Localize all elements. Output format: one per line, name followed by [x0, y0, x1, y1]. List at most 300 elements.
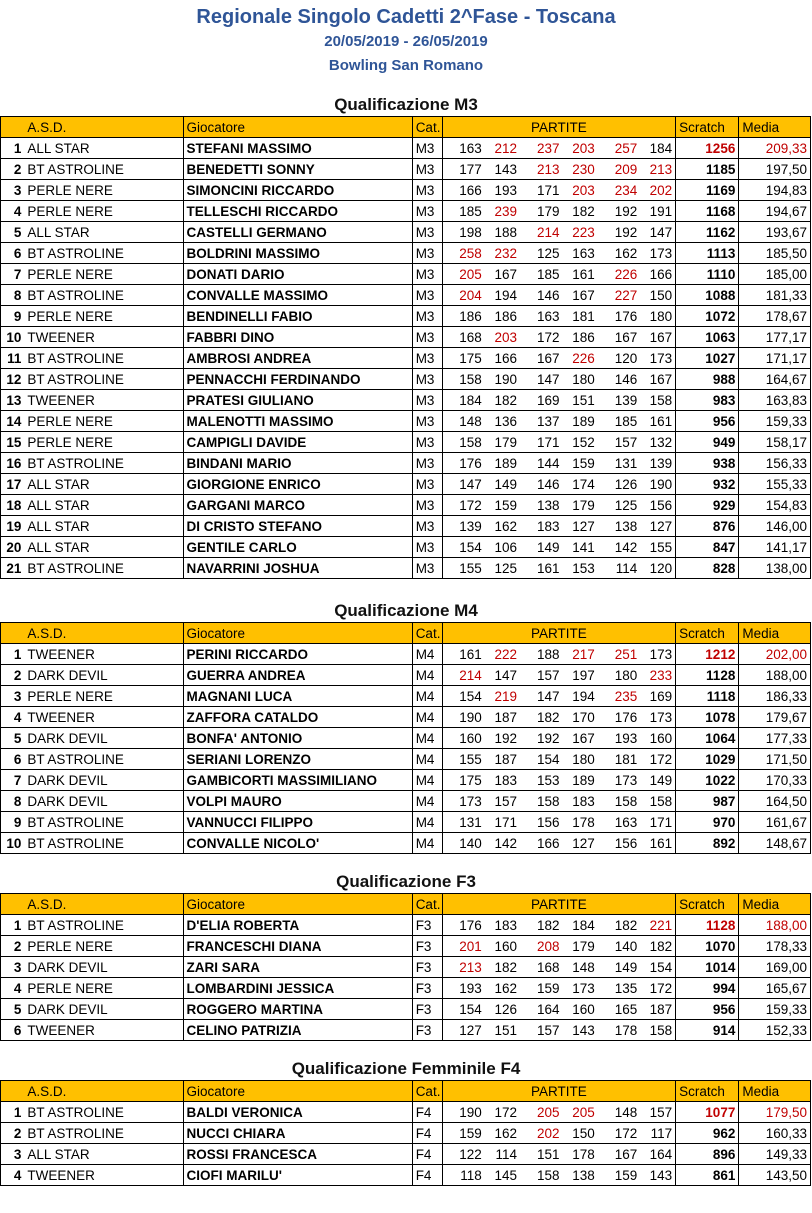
table-row	[1, 833, 811, 854]
category-cell: M4	[412, 812, 442, 833]
game-score-cell: 180	[598, 665, 641, 686]
player-name-cell: CIOFI MARILU'	[183, 1165, 412, 1186]
game-score-cell: 172	[640, 978, 675, 999]
game-score-cell: 180	[563, 369, 598, 390]
player-name-cell: VOLPI MAURO	[183, 791, 412, 812]
scratch-cell: 1070	[676, 936, 739, 957]
game-score-cell: 194	[485, 285, 520, 306]
game-score-cell: 157	[640, 1102, 675, 1123]
game-score-cell: 166	[640, 264, 675, 285]
category-cell: F4	[412, 1144, 442, 1165]
table-row	[1, 453, 811, 474]
table-row	[1, 327, 811, 348]
scratch-cell: 847	[676, 537, 739, 558]
header-giocatore: Giocatore	[183, 894, 412, 915]
player-name-cell: BINDANI MARIO	[183, 453, 412, 474]
club-cell: DARK DEVIL	[24, 957, 183, 978]
player-name-cell: GENTILE CARLO	[183, 537, 412, 558]
game-score-cell: 183	[520, 516, 563, 537]
game-score-cell: 156	[640, 495, 675, 516]
game-score-cell: 170	[563, 707, 598, 728]
category-cell: M3	[412, 453, 442, 474]
category-cell: M4	[412, 833, 442, 854]
game-score-cell: 183	[563, 791, 598, 812]
game-score-cell: 219	[485, 686, 520, 707]
average-cell: 160,33	[739, 1123, 811, 1144]
category-cell: M3	[412, 201, 442, 222]
header-giocatore: Giocatore	[183, 117, 412, 138]
club-cell: TWEENER	[24, 1020, 183, 1041]
game-score-cell: 126	[598, 474, 641, 495]
average-cell: 159,33	[739, 411, 811, 432]
game-score-cell: 122	[442, 1144, 485, 1165]
header-media: Media	[739, 623, 811, 644]
club-cell: BT ASTROLINE	[24, 348, 183, 369]
game-score-cell: 213	[640, 159, 675, 180]
game-score-cell: 203	[485, 327, 520, 348]
game-score-cell: 173	[640, 707, 675, 728]
table-row	[1, 369, 811, 390]
game-score-cell: 180	[563, 749, 598, 770]
player-name-cell: DI CRISTO STEFANO	[183, 516, 412, 537]
scratch-cell: 1128	[676, 915, 739, 936]
game-score-cell: 209	[598, 159, 641, 180]
club-cell: TWEENER	[24, 327, 183, 348]
game-score-cell: 193	[598, 728, 641, 749]
game-score-cell: 239	[485, 201, 520, 222]
club-cell: ALL STAR	[24, 516, 183, 537]
game-score-cell: 167	[563, 728, 598, 749]
category-cell: M3	[412, 348, 442, 369]
game-score-cell: 181	[598, 749, 641, 770]
category-cell: F4	[412, 1123, 442, 1144]
rank-cell: 2	[1, 665, 25, 686]
rank-cell: 8	[1, 791, 25, 812]
section-title: Qualificazione F3	[336, 872, 476, 891]
results-table	[0, 116, 811, 579]
section-title: Qualificazione M3	[334, 95, 478, 114]
scratch-cell: 1128	[676, 665, 739, 686]
category-cell: M3	[412, 537, 442, 558]
game-score-cell: 173	[640, 644, 675, 665]
rank-cell: 9	[1, 812, 25, 833]
average-cell: 188,00	[739, 665, 811, 686]
game-score-cell: 166	[442, 180, 485, 201]
average-cell: 152,33	[739, 1020, 811, 1041]
rank-cell: 6	[1, 243, 25, 264]
game-score-cell: 197	[563, 665, 598, 686]
game-score-cell: 163	[520, 306, 563, 327]
game-score-cell: 146	[520, 285, 563, 306]
category-cell: F3	[412, 1020, 442, 1041]
club-cell: BT ASTROLINE	[24, 159, 183, 180]
player-name-cell: BONFA' ANTONIO	[183, 728, 412, 749]
rank-cell: 6	[1, 1020, 25, 1041]
average-cell: 197,50	[739, 159, 811, 180]
player-name-cell: ZAFFORA CATALDO	[183, 707, 412, 728]
game-score-cell: 182	[485, 390, 520, 411]
rank-cell: 5	[1, 728, 25, 749]
player-name-cell: BENEDETTI SONNY	[183, 159, 412, 180]
section-title: Qualificazione Femminile F4	[291, 1059, 521, 1078]
rank-cell: 2	[1, 159, 25, 180]
rank-cell: 14	[1, 411, 25, 432]
scratch-cell: 876	[676, 516, 739, 537]
player-name-cell: MALENOTTI MASSIMO	[183, 411, 412, 432]
game-score-cell: 158	[640, 791, 675, 812]
game-score-cell: 149	[640, 770, 675, 791]
scratch-cell: 988	[676, 369, 739, 390]
scratch-cell: 1078	[676, 707, 739, 728]
game-score-cell: 143	[563, 1020, 598, 1041]
table-row	[1, 728, 811, 749]
scratch-cell: 892	[676, 833, 739, 854]
rank-cell: 3	[1, 180, 25, 201]
player-name-cell: PERINI RICCARDO	[183, 644, 412, 665]
game-score-cell: 143	[640, 1165, 675, 1186]
club-cell: BT ASTROLINE	[24, 749, 183, 770]
category-cell: M3	[412, 411, 442, 432]
rank-cell: 4	[1, 707, 25, 728]
club-cell: PERLE NERE	[24, 978, 183, 999]
game-score-cell: 158	[520, 1165, 563, 1186]
player-name-cell: PRATESI GIULIANO	[183, 390, 412, 411]
scratch-cell: 1063	[676, 327, 739, 348]
game-score-cell: 185	[520, 264, 563, 285]
game-score-cell: 184	[442, 390, 485, 411]
game-score-cell: 178	[598, 1020, 641, 1041]
game-score-cell: 114	[598, 558, 641, 579]
game-score-cell: 223	[563, 222, 598, 243]
player-name-cell: ZARI SARA	[183, 957, 412, 978]
category-cell: M3	[412, 474, 442, 495]
category-cell: M3	[412, 138, 442, 159]
category-cell: M4	[412, 791, 442, 812]
game-score-cell: 182	[520, 915, 563, 936]
report-title: Regionale Singolo Cadetti 2^Fase - Toscana	[196, 6, 616, 28]
table-row	[1, 812, 811, 833]
report-header	[0, 4, 812, 76]
game-score-cell: 161	[520, 558, 563, 579]
game-score-cell: 183	[485, 915, 520, 936]
game-score-cell: 189	[563, 411, 598, 432]
game-score-cell: 139	[442, 516, 485, 537]
game-score-cell: 158	[520, 791, 563, 812]
game-score-cell: 190	[640, 474, 675, 495]
player-name-cell: LOMBARDINI JESSICA	[183, 978, 412, 999]
scratch-cell: 970	[676, 812, 739, 833]
table-row	[1, 978, 811, 999]
game-score-cell: 177	[442, 159, 485, 180]
table-row	[1, 495, 811, 516]
header-rank-cell	[1, 117, 25, 138]
player-name-cell: SIMONCINI RICCARDO	[183, 180, 412, 201]
game-score-cell: 146	[520, 474, 563, 495]
game-score-cell: 192	[485, 728, 520, 749]
game-score-cell: 192	[520, 728, 563, 749]
club-cell: ALL STAR	[24, 1144, 183, 1165]
game-score-cell: 179	[520, 201, 563, 222]
table-row	[1, 1144, 811, 1165]
table-row	[1, 1123, 811, 1144]
rank-cell: 20	[1, 537, 25, 558]
club-cell: PERLE NERE	[24, 686, 183, 707]
category-cell: F3	[412, 915, 442, 936]
table-row	[1, 432, 811, 453]
header-rank-cell	[1, 623, 25, 644]
rank-cell: 5	[1, 999, 25, 1020]
player-name-cell: CASTELLI GERMANO	[183, 222, 412, 243]
club-cell: PERLE NERE	[24, 306, 183, 327]
game-score-cell: 173	[442, 791, 485, 812]
club-cell: BT ASTROLINE	[24, 915, 183, 936]
game-score-cell: 204	[442, 285, 485, 306]
average-cell: 138,00	[739, 558, 811, 579]
game-score-cell: 160	[485, 936, 520, 957]
game-score-cell: 158	[640, 390, 675, 411]
player-name-cell: FRANCESCHI DIANA	[183, 936, 412, 957]
average-cell: 171,17	[739, 348, 811, 369]
player-name-cell: GARGANI MARCO	[183, 495, 412, 516]
category-cell: F3	[412, 957, 442, 978]
club-cell: TWEENER	[24, 390, 183, 411]
game-score-cell: 167	[598, 327, 641, 348]
game-score-cell: 193	[442, 978, 485, 999]
table-row	[1, 159, 811, 180]
scratch-cell: 994	[676, 978, 739, 999]
header-partite: PARTITE	[442, 117, 675, 138]
game-score-cell: 184	[563, 915, 598, 936]
scratch-cell: 1027	[676, 348, 739, 369]
table-row	[1, 285, 811, 306]
game-score-cell: 163	[598, 812, 641, 833]
category-cell: M3	[412, 285, 442, 306]
game-score-cell: 117	[640, 1123, 675, 1144]
game-score-cell: 149	[485, 474, 520, 495]
game-score-cell: 167	[640, 369, 675, 390]
game-score-cell: 125	[598, 495, 641, 516]
game-score-cell: 169	[520, 390, 563, 411]
report-dates: 20/05/2019 - 26/05/2019	[324, 33, 488, 50]
game-score-cell: 155	[442, 558, 485, 579]
game-score-cell: 148	[563, 957, 598, 978]
game-score-cell: 155	[640, 537, 675, 558]
header-cat: Cat.	[412, 1081, 442, 1102]
game-score-cell: 158	[640, 1020, 675, 1041]
game-score-cell: 159	[520, 978, 563, 999]
average-cell: 154,83	[739, 495, 811, 516]
game-score-cell: 164	[520, 999, 563, 1020]
game-score-cell: 194	[563, 686, 598, 707]
scratch-cell: 896	[676, 1144, 739, 1165]
table-header-row	[1, 623, 811, 644]
game-score-cell: 157	[598, 432, 641, 453]
game-score-cell: 120	[640, 558, 675, 579]
game-score-cell: 172	[442, 495, 485, 516]
header-giocatore: Giocatore	[183, 623, 412, 644]
header-cat: Cat.	[412, 623, 442, 644]
rank-cell: 7	[1, 770, 25, 791]
game-score-cell: 188	[520, 644, 563, 665]
game-score-cell: 179	[485, 432, 520, 453]
header-scratch: Scratch	[676, 623, 739, 644]
table-row	[1, 411, 811, 432]
club-cell: BT ASTROLINE	[24, 285, 183, 306]
table-row	[1, 1165, 811, 1186]
rank-cell: 3	[1, 686, 25, 707]
category-cell: M4	[412, 728, 442, 749]
rank-cell: 2	[1, 936, 25, 957]
club-cell: BT ASTROLINE	[24, 369, 183, 390]
game-score-cell: 182	[598, 915, 641, 936]
game-score-cell: 139	[598, 390, 641, 411]
results-table	[0, 622, 811, 854]
table-row	[1, 138, 811, 159]
player-name-cell: BOLDRINI MASSIMO	[183, 243, 412, 264]
game-score-cell: 235	[598, 686, 641, 707]
average-cell: 164,67	[739, 369, 811, 390]
game-score-cell: 159	[485, 495, 520, 516]
rank-cell: 15	[1, 432, 25, 453]
club-cell: ALL STAR	[24, 537, 183, 558]
game-score-cell: 120	[598, 348, 641, 369]
club-cell: BT ASTROLINE	[24, 812, 183, 833]
game-score-cell: 153	[563, 558, 598, 579]
rank-cell: 3	[1, 1144, 25, 1165]
average-cell: 146,00	[739, 516, 811, 537]
game-score-cell: 181	[563, 306, 598, 327]
club-cell: DARK DEVIL	[24, 999, 183, 1020]
game-score-cell: 151	[563, 390, 598, 411]
scratch-cell: 914	[676, 1020, 739, 1041]
game-score-cell: 178	[563, 1144, 598, 1165]
player-name-cell: CONVALLE MASSIMO	[183, 285, 412, 306]
game-score-cell: 147	[442, 474, 485, 495]
game-score-cell: 175	[442, 770, 485, 791]
header-cat: Cat.	[412, 894, 442, 915]
game-score-cell: 140	[442, 833, 485, 854]
header-asd: A.S.D.	[24, 117, 183, 138]
player-name-cell: STEFANI MASSIMO	[183, 138, 412, 159]
scratch-cell: 1113	[676, 243, 739, 264]
category-cell: M3	[412, 159, 442, 180]
category-cell: F4	[412, 1165, 442, 1186]
scratch-cell: 949	[676, 432, 739, 453]
average-cell: 186,33	[739, 686, 811, 707]
game-score-cell: 149	[598, 957, 641, 978]
game-score-cell: 147	[520, 369, 563, 390]
club-cell: PERLE NERE	[24, 411, 183, 432]
header-rank-cell	[1, 894, 25, 915]
average-cell: 141,17	[739, 537, 811, 558]
category-cell: F4	[412, 1102, 442, 1123]
game-score-cell: 162	[598, 243, 641, 264]
category-cell: M4	[412, 686, 442, 707]
category-cell: F3	[412, 936, 442, 957]
scratch-cell: 1064	[676, 728, 739, 749]
game-score-cell: 198	[442, 222, 485, 243]
club-cell: BT ASTROLINE	[24, 453, 183, 474]
game-score-cell: 160	[563, 999, 598, 1020]
game-score-cell: 154	[640, 957, 675, 978]
table-row	[1, 558, 811, 579]
game-score-cell: 163	[442, 138, 485, 159]
player-name-cell: CONVALLE NICOLO'	[183, 833, 412, 854]
player-name-cell: CELINO PATRIZIA	[183, 1020, 412, 1041]
average-cell: 178,33	[739, 936, 811, 957]
game-score-cell: 191	[640, 201, 675, 222]
table-row	[1, 915, 811, 936]
average-cell: 165,67	[739, 978, 811, 999]
game-score-cell: 138	[598, 516, 641, 537]
game-score-cell: 137	[520, 411, 563, 432]
average-cell: 164,50	[739, 791, 811, 812]
rank-cell: 11	[1, 348, 25, 369]
category-cell: M3	[412, 180, 442, 201]
game-score-cell: 208	[520, 936, 563, 957]
scratch-cell: 1185	[676, 159, 739, 180]
game-score-cell: 140	[598, 936, 641, 957]
game-score-cell: 174	[563, 474, 598, 495]
player-name-cell: ROSSI FRANCESCA	[183, 1144, 412, 1165]
rank-cell: 4	[1, 978, 25, 999]
game-score-cell: 167	[520, 348, 563, 369]
game-score-cell: 205	[442, 264, 485, 285]
game-score-cell: 152	[563, 432, 598, 453]
rank-cell: 4	[1, 201, 25, 222]
table-header-row	[1, 117, 811, 138]
club-cell: DARK DEVIL	[24, 770, 183, 791]
table-row	[1, 999, 811, 1020]
game-score-cell: 159	[442, 1123, 485, 1144]
game-score-cell: 131	[598, 453, 641, 474]
average-cell: 169,00	[739, 957, 811, 978]
game-score-cell: 227	[598, 285, 641, 306]
scratch-cell: 1162	[676, 222, 739, 243]
average-cell: 163,83	[739, 390, 811, 411]
game-score-cell: 173	[640, 348, 675, 369]
game-score-cell: 171	[640, 812, 675, 833]
table-row	[1, 516, 811, 537]
rank-cell: 6	[1, 749, 25, 770]
results-container	[0, 94, 812, 1186]
game-score-cell: 171	[520, 432, 563, 453]
average-cell: 171,50	[739, 749, 811, 770]
average-cell: 202,00	[739, 644, 811, 665]
game-score-cell: 148	[442, 411, 485, 432]
rank-cell: 19	[1, 516, 25, 537]
game-score-cell: 144	[520, 453, 563, 474]
game-score-cell: 159	[563, 453, 598, 474]
rank-cell: 13	[1, 390, 25, 411]
qualification-section	[0, 871, 812, 1041]
average-cell: 148,67	[739, 833, 811, 854]
header-partite: PARTITE	[442, 894, 675, 915]
scratch-cell: 1072	[676, 306, 739, 327]
game-score-cell: 158	[442, 432, 485, 453]
game-score-cell: 193	[485, 180, 520, 201]
game-score-cell: 149	[520, 537, 563, 558]
game-score-cell: 145	[485, 1165, 520, 1186]
club-cell: PERLE NERE	[24, 936, 183, 957]
game-score-cell: 163	[563, 243, 598, 264]
game-score-cell: 172	[640, 749, 675, 770]
table-row	[1, 390, 811, 411]
average-cell: 193,67	[739, 222, 811, 243]
category-cell: M3	[412, 243, 442, 264]
game-score-cell: 158	[442, 369, 485, 390]
game-score-cell: 138	[520, 495, 563, 516]
